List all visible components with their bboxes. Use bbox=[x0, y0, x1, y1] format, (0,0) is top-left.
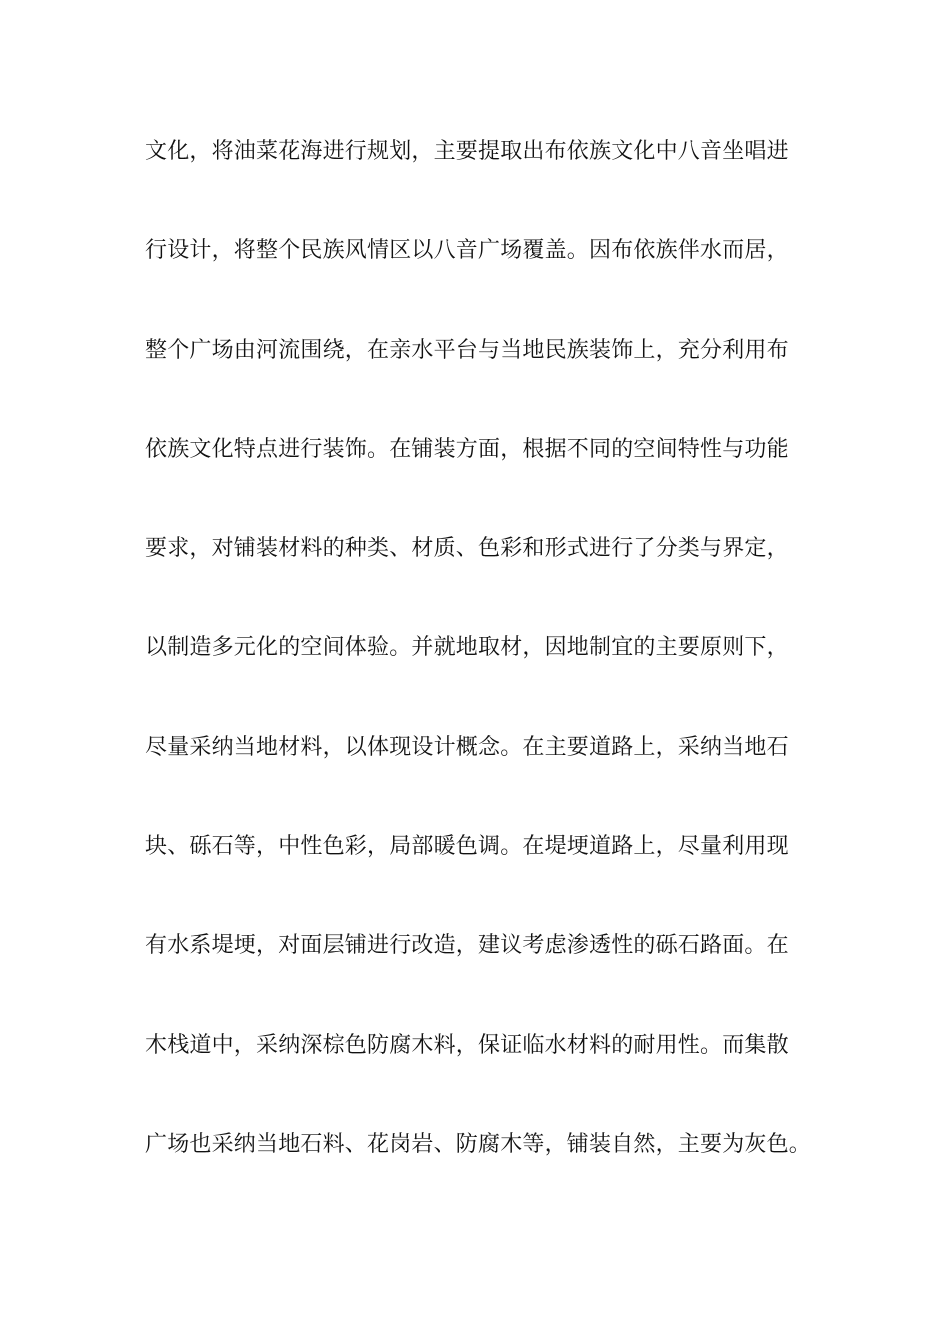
text-line: 块、砾石等，中性色彩，局部暖色调。在堤埂道路上，尽量利用现 bbox=[145, 834, 789, 860]
text-line: 木栈道中，采纳深棕色防腐木料，保证临水材料的耐用性。而集散 bbox=[145, 1032, 789, 1058]
text-line: 依族文化特点进行装饰。在铺装方面，根据不同的空间特性与功能 bbox=[145, 436, 789, 462]
body-paragraph bbox=[145, 128, 835, 1220]
text-line: 整个广场由河流围绕，在亲水平台与当地民族装饰上，充分利用布 bbox=[145, 337, 789, 363]
text-line: 尽量采纳当地材料，以体现设计概念。在主要道路上，采纳当地石 bbox=[145, 734, 789, 760]
text-line: 文化，将油菜花海进行规划，主要提取出布依族文化中八音坐唱进 bbox=[145, 139, 789, 164]
text-line: 行设计，将整个民族风情区以八音广场覆盖。因布依族伴水而居， bbox=[145, 238, 789, 264]
text-line: 以制造多元化的空间体验。并就地取材，因地制宜的主要原则下， bbox=[145, 635, 789, 661]
text-line: 要求，对铺装材料的种类、材质、色彩和形式进行了分类与界定， bbox=[145, 536, 789, 562]
text-line: 广场也采纳当地石料、花岗岩、防腐木等，铺装自然，主要为灰色。 bbox=[145, 1131, 812, 1157]
text-line: 有水系堤埂，对面层铺进行改造，建议考虑渗透性的砾石路面。在 bbox=[145, 933, 789, 959]
